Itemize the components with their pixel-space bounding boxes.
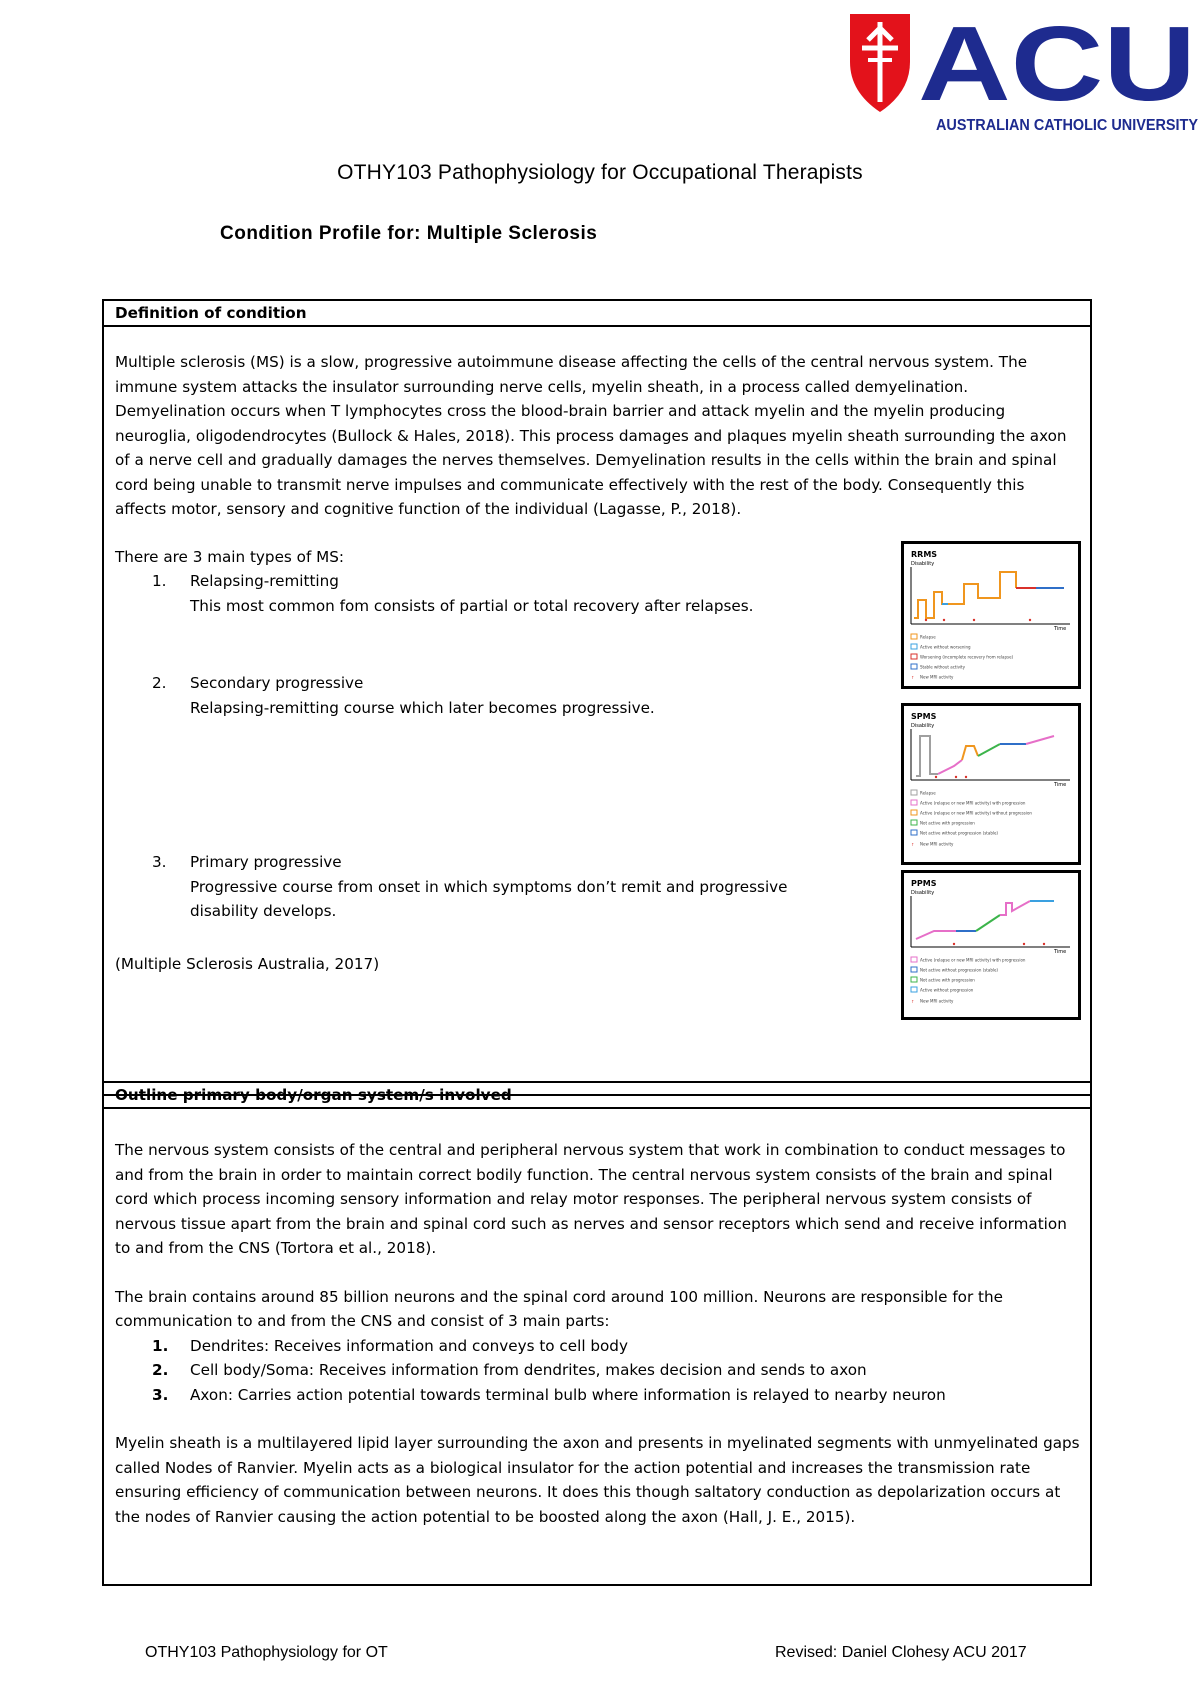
legend-item: Active without worsening: [920, 644, 971, 650]
figure-xlabel: Time: [1054, 782, 1067, 788]
section-header: Outline primary body/organ system/s involved: [104, 1083, 1090, 1109]
legend-item: Active (relapse or new MRI activity) without progression: [920, 810, 1032, 816]
spms-figure: [901, 703, 1081, 865]
definition-section: [102, 299, 1092, 1096]
ppms-figure: [901, 870, 1081, 1020]
figure-title: PPMS: [911, 879, 937, 888]
list-item: [115, 1358, 1080, 1383]
ms-type-name: Primary progressive: [190, 853, 342, 871]
ms-type-name: Secondary progressive: [190, 674, 364, 692]
list-number: 1.: [152, 1336, 169, 1355]
figure-xlabel: Time: [1054, 626, 1067, 632]
legend-item: Relapse: [920, 790, 936, 796]
figure-ylabel: Disability: [911, 723, 935, 729]
legend-item: Stable without activity: [920, 664, 965, 670]
definition-text: Multiple sclerosis (MS) is a slow, progressive autoimmune disease affecting the cells of the central nervous system. The immune system attacks the insulator surrounding nerve cells, myelin sheath, in a process called demyelination. Demyelination occurs when T lymphocytes cross the blood-brain barrier and attack myelin and the myelin producing neuroglia, oligodendrocytes (Bullock & Hales, 2018). This process damages and plaques myelin sheath surrounding the axon of a nerve cell and gradually damages the nerves themselves. Demyelination results in the cells within the brain and spinal cord being unable to transmit nerve impulses and communicate effectively with the rest of the body. Consequently this affects motor, sensory and cognitive function of the individual (Lagasse, P., 2018).: [115, 353, 1067, 518]
rrms-figure: [901, 541, 1081, 689]
types-intro: There are 3 main types of MS:: [115, 547, 344, 566]
legend-item: New MRI activity: [920, 998, 954, 1004]
figure-title: RRMS: [911, 550, 938, 559]
page-subtitle: Condition Profile for: Multiple Sclerosis: [220, 223, 598, 244]
ms-type-number: 1.: [152, 572, 167, 590]
ms-type-number: 3.: [152, 853, 167, 871]
list-item: [115, 1334, 1080, 1359]
svg-text:↑: ↑: [911, 842, 915, 847]
shield-icon: [850, 14, 910, 112]
legend-item: Not active without progression (stable): [920, 967, 998, 973]
acu-logo: [848, 14, 1200, 140]
ms-type-desc: Progressive course from onset in which symptoms don’t remit and progressive disability develops.: [190, 877, 788, 920]
list-number: 2.: [152, 1361, 169, 1379]
body-system-section: [102, 1081, 1092, 1586]
legend-item: Worsening (incomplete recovery from relapse): [920, 654, 1014, 660]
ms-type-desc: This most common fom consists of partial or total recovery after relapses.: [190, 596, 754, 615]
legend-item: Active (relapse or new MRI activity) with progression: [920, 957, 1026, 963]
myelin-text: Myelin sheath is a multilayered lipid layer surrounding the axon and presents in myelinated segments with unmyelinated gaps called Nodes of Ranvier. Myelin acts as a biological insulator for the action potential and increases the transmission rate ensuring efficiency of communication between neurons. It does this though saltatory conduction as depolarization occurs at the nodes of Ranvier causing the action potential to be boosted along the axon (Hall, J. E., 2015).: [115, 1434, 1080, 1526]
neuron-parts-list: [115, 1334, 1080, 1408]
neurons-text: The brain contains around 85 billion neurons and the spinal cord around 100 million. Neurons are responsible for the communication to and from the CNS and consist of 3 main parts:: [115, 1287, 1003, 1330]
legend-item: Not active without progression (stable): [920, 830, 998, 836]
figure-title: SPMS: [911, 712, 937, 721]
nervous-system-text: The nervous system consists of the central and peripheral nervous system that work in combination to conduct messages to and from the brain in order to maintain correct bodily function. The central nervous system consists of the brain and spinal cord which process incoming sensory information and relay motor responses. The peripheral nervous system consists of nervous tissue apart from the brain and spinal cord such as nerves and sensor receptors which send and receive information to and from the CNS (Tortora et al., 2018).: [115, 1141, 1067, 1257]
figure-ylabel: Disability: [911, 561, 935, 567]
ms-type-name: Relapsing-remitting: [190, 572, 339, 590]
figure-xlabel: Time: [1054, 949, 1067, 955]
list-text: Axon: Carries action potential towards terminal bulb where information is relayed to nearby neuron: [190, 1385, 946, 1404]
logo-name: AUSTRALIAN CATHOLIC UNIVERSITY: [936, 117, 1199, 134]
list-number: 3.: [152, 1385, 169, 1404]
logo-acronym: ACU: [918, 14, 1196, 123]
list-text: Dendrites: Receives information and conveys to cell body: [190, 1336, 628, 1355]
ms-type-desc: Relapsing-remitting course which later becomes progressive.: [190, 698, 655, 717]
ms-type-number: 2.: [152, 674, 167, 692]
list-item: [115, 1383, 1080, 1408]
legend-item: Not active with progression: [920, 820, 975, 826]
citation: (Multiple Sclerosis Australia, 2017): [115, 954, 380, 973]
list-text: Cell body/Soma: Receives information from dendrites, makes decision and sends to axon: [190, 1361, 867, 1379]
legend-item: Active (relapse or new MRI activity) with progression: [920, 800, 1026, 806]
legend-item: Not active with progression: [920, 977, 975, 983]
svg-text:↑: ↑: [911, 999, 915, 1004]
svg-text:↑: ↑: [911, 675, 915, 680]
legend-item: New MRI activity: [920, 674, 954, 680]
legend-item: Active without progression: [920, 987, 974, 993]
footer-course: OTHY103 Pathophysiology for OT: [145, 1644, 388, 1661]
legend-item: Relapse: [920, 634, 936, 640]
legend-item: New MRI activity: [920, 841, 954, 847]
footer-revised: Revised: Daniel Clohesy ACU 2017: [775, 1644, 1027, 1661]
page-title: OTHY103 Pathophysiology for Occupational Therapists: [337, 161, 863, 184]
section-header: Definition of condition: [104, 301, 1090, 327]
figure-ylabel: Disability: [911, 890, 935, 896]
